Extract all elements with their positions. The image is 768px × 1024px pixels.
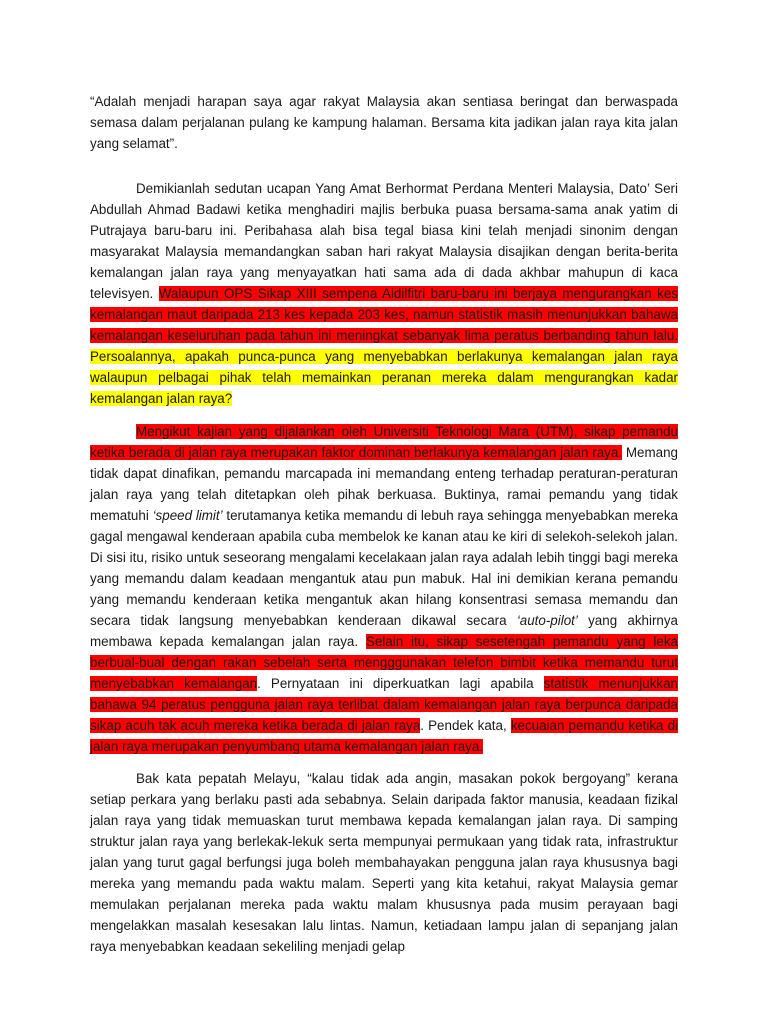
italic-speed-limit: ‘speed limit’ <box>152 508 223 523</box>
quote-text: “Adalah menjadi harapan saya agar rakyat Malaysia akan sentiasa beringat dan berwaspada semasa dalam perjalanan pulang ke kampung halaman. Bersama kita jadikan jalan raya kita jalan yang selamat”. <box>90 94 678 151</box>
red-highlight-main-point: Mengikut kajian yang dijalankan oleh Universiti Teknologi Mara (UTM), sikap pemandu ketika berada di jalan raya merupakan faktor dominan berlakunya kemalangan jalan raya. <box>90 424 678 460</box>
body-text-4: . Pernyataan ini diperkuatkan lagi apabila <box>257 676 544 691</box>
body-text-2: terutamanya ketika memandu di lebuh raya sehingga menyebabkan mereka gagal mengawal kenderaan apabila cuba membelok ke kanan atau ke kiri di selekoh-selekoh jalan. Di sisi itu, risiko untuk seseorang mengalami kecelakaan jalan raya adalah lebih tinggi bagi mereka yang memandu dalam keadaan mengantuk atau pun mabuk. Hal ini demikian kerana pemandu yang memandu kenderaan ketika mengantuk akan hilang konsentrasi semasa memandu dan secara tidak langsung menyebabkan kenderaan dikawal secara <box>90 508 678 628</box>
opening-quote-paragraph <box>90 91 678 154</box>
italic-auto-pilot: ‘auto-pilot’ <box>516 613 578 628</box>
paragraph-introduction <box>90 178 678 409</box>
body-text-1: Memang tidak dapat dinafikan, pemandu marcapada ini memandang enteng terhadap peraturan-peraturan jalan raya yang telah ditetapkan oleh pihak berkuasa. Buktinya, ramai pemandu yang tidak mematuhi <box>90 445 678 523</box>
intro-text: Demikianlah sedutan ucapan Yang Amat Berhormat Perdana Menteri Malaysia, Dato’ Seri Abdullah Ahmad Badawi ketika menghadiri majlis berbuka puasa bersama-sama anak yatim di Putrajaya baru-baru ini. Peribahasa alah bisa tegal biasa kini telah menjadi sinonim dengan masyarakat Malaysia memandangkan saban hari rakyat Malaysia disajikan dengan berita-berita kemalangan jalan raya yang menyayatkan hati sama ada di dada akhbar mahupun di kaca televisyen. <box>90 181 678 301</box>
paragraph-driver-attitude <box>90 421 678 757</box>
road-conditions-text: Bak kata pepatah Melayu, “kalau tidak ada angin, masakan pokok bergoyang” kerana setiap perkara yang berlaku pasti ada sebabnya. Selain daripada faktor manusia, keadaan fizikal jalan raya yang tidak memuaskan turut membawa kepada kemalangan jalan raya. Di samping struktur jalan raya yang berlekak-lekuk serta mempunyai permukaan yang tidak rata, infrastruktur jalan yang turut gagal berfungsi juga boleh membahayakan pengguna jalan raya khususnya bagi mereka yang memandu pada waktu malam. Seperti yang kita ketahui, rakyat Malaysia gemar memulakan perjalanan mereka pada waktu malam khususnya pada musim perayaan bagi mengelakkan masalah kesesakan lalu lintas. Namun, ketiadaan lampu jalan di sepanjang jalan raya menyebabkan keadaan sekeliling menjadi gelap <box>90 771 678 954</box>
red-highlight-94-percent: statistik menunjukkan bahawa 94 peratus pengguna jalan raya terlibat dalam kemalangan jalan raya berpunca daripada sikap acuh tak acuh mereka ketika berada di jalan raya <box>90 676 679 733</box>
red-highlight-phone-use: Selain itu, sikap sesetengah pemandu yang leka berbual-bual dengan rakan sebelah serta mengggunakan telefon bimbit ketika memandu turut menyebabkan kemalangan <box>90 634 678 691</box>
body-text-3: yang akhirnya membawa kepada kemalangan jalan raya. <box>90 613 678 649</box>
red-highlight-conclusion: kecuaian pemandu ketika di jalan raya merupakan penyumbang utama kemalangan jalan raya. <box>90 718 678 754</box>
red-highlight-statistic: Walaupun OPS Sikap XIII sempena Aidilfitri baru-baru ini berjaya mengurangkan kes kemalangan maut daripada 213 kes kepada 203 kes, namun statistik masih menunjukkan bahawa kemalangan keseluruhan pada tahun ini meningkat sebanyak lima peratus berbanding tahun lalu. <box>90 286 678 343</box>
body-text-5: . Pendek kata, <box>420 718 511 733</box>
yellow-highlight-question: Persoalannya, apakah punca-punca yang menyebabkan berlakunya kemalangan jalan raya walaupun pelbagai pihak telah memainkan peranan mereka dalam mengurangkan kadar kemalangan jalan raya? <box>90 349 678 406</box>
paragraph-road-conditions <box>90 768 678 957</box>
